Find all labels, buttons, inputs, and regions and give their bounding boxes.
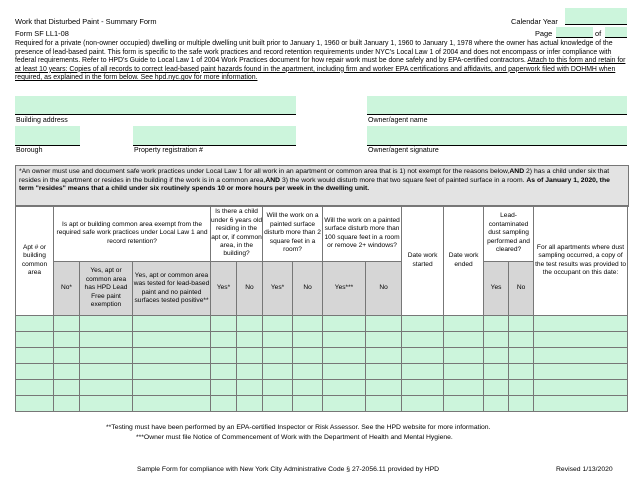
table-cell[interactable] [366,332,402,348]
table-cell[interactable] [54,364,80,380]
footer-revised: Revised 1/13/2020 [556,466,613,473]
calendar-year-field[interactable] [565,8,627,24]
owner-agent-name-line [367,114,627,115]
notice-text-2: 2) has a child under six that resides in the apartment or resides in the building if the work is in a common area, [19,168,610,184]
table-cell[interactable] [444,316,484,332]
owner-agent-signature-line [367,145,627,146]
table-cell[interactable] [263,348,293,364]
work-summary-table [15,205,628,412]
table-cell[interactable] [444,348,484,364]
owner-agent-signature-field[interactable] [367,126,627,145]
table-cell[interactable] [16,348,54,364]
table-cell[interactable] [133,364,211,380]
table-cell[interactable] [402,364,444,380]
col-header-date-started: Date work started [402,206,444,316]
table-cell[interactable] [211,332,237,348]
table-cell[interactable] [80,316,133,332]
table-cell[interactable] [323,380,366,396]
subheader-exempt-no: No* [54,262,80,316]
table-cell[interactable] [237,348,263,364]
table-row [16,348,628,364]
owner-agent-name-field[interactable] [367,96,627,114]
subheader-dust-yes: Yes [484,262,509,316]
table-cell[interactable] [80,348,133,364]
form-title: Work that Disturbed Paint - Summary Form [15,17,157,26]
notice-and-2: AND [265,176,281,184]
property-registration-line [133,145,296,146]
of-label: of [595,29,602,38]
property-registration-label: Property registration # [134,147,203,154]
col-header-results-copy: For all apartments where dust sampling occurred, a copy of the test results was provided to the occupant on this date: [534,206,628,316]
table-cell[interactable] [16,364,54,380]
table-cell[interactable] [263,332,293,348]
notice-text-3: 3) the work would disturb more that two square feet of painted surface in a room. [280,176,525,184]
table-cell[interactable] [402,332,444,348]
table-cell[interactable] [323,348,366,364]
table-cell[interactable] [263,316,293,332]
table-cell[interactable] [509,396,534,412]
table-cell[interactable] [534,380,628,396]
col-header-disturb-100sqft: Will the work on a painted surface disturb more than 100 square feet in a room or remove 2+ windows? [323,206,402,262]
table-cell[interactable] [402,380,444,396]
notice-and-1: AND [509,168,525,175]
table-cell[interactable] [444,364,484,380]
table-cell[interactable] [366,348,402,364]
table-cell[interactable] [534,332,628,348]
table-cell[interactable] [402,316,444,332]
table-cell[interactable] [534,348,628,364]
table-cell[interactable] [509,364,534,380]
table-cell[interactable] [534,316,628,332]
table-cell[interactable] [293,396,323,412]
subheader-2sqft-no: No [293,262,323,316]
table-cell[interactable] [509,332,534,348]
table-cell[interactable] [237,380,263,396]
table-row [16,364,628,380]
table-cell[interactable] [444,380,484,396]
col-header-apt: Apt # or building common area [16,206,54,316]
table-cell[interactable] [402,348,444,364]
table-cell[interactable] [211,348,237,364]
borough-field[interactable] [15,126,80,145]
table-cell[interactable] [133,396,211,412]
table-cell[interactable] [323,396,366,412]
borough-line [15,145,80,146]
table-cell[interactable] [80,332,133,348]
table-cell[interactable] [484,332,509,348]
subheader-100sqft-yes: Yes*** [323,262,366,316]
table-row [16,380,628,396]
table-cell[interactable] [54,396,80,412]
table-cell[interactable] [484,364,509,380]
table-cell[interactable] [323,316,366,332]
owner-agent-name-label: Owner/agent name [368,117,428,124]
table-cell[interactable] [484,316,509,332]
table-cell[interactable] [211,364,237,380]
requirements-notice [15,165,629,207]
table-cell[interactable] [444,396,484,412]
calendar-year-underline [565,24,627,25]
subheader-100sqft-no: No [366,262,402,316]
table-cell[interactable] [54,348,80,364]
table-cell[interactable] [293,380,323,396]
owner-agent-signature-label: Owner/agent signature [368,147,439,154]
borough-label: Borough [16,147,43,154]
table-cell[interactable] [263,364,293,380]
footnote-notice-commencement: ***Owner must file Notice of Commencement of Work with the Department of Health and Mental Hygiene. [136,434,453,441]
table-cell[interactable] [366,364,402,380]
intro-paragraph [15,40,627,83]
table-cell[interactable] [54,332,80,348]
table-row [16,316,628,332]
table-cell[interactable] [54,380,80,396]
table-cell[interactable] [366,316,402,332]
table-cell[interactable] [484,396,509,412]
page-total-field[interactable] [605,27,627,38]
building-address-label: Building address [16,117,68,124]
table-cell[interactable] [80,396,133,412]
page-label: Page [535,29,553,38]
subheader-exempt-tested: Yes, apt or common area was tested for lead-based paint and no painted surfaces tested positive** [133,262,211,316]
table-row [16,332,628,348]
table-cell[interactable] [80,364,133,380]
table-cell[interactable] [444,332,484,348]
table-cell[interactable] [366,380,402,396]
footer-sample-form: Sample Form for compliance with New York City Administrative Code § 27-2056.11 provided by HPD [137,466,440,473]
form-id: Form SF LL1-08 [15,29,69,38]
subheader-exempt-lead-free: Yes, apt or common area has HPD Lead Free paint exemption [80,262,133,316]
table-cell[interactable] [534,396,628,412]
subheader-child-no: No [237,262,263,316]
table-cell[interactable] [366,396,402,412]
table-cell[interactable] [237,396,263,412]
table-cell[interactable] [16,316,54,332]
subheader-dust-no: No [509,262,534,316]
col-header-dust-sampling: Lead-contaminated dust sampling performed and cleared? [484,206,534,262]
table-cell[interactable] [133,316,211,332]
table-cell[interactable] [211,396,237,412]
col-header-exempt: Is apt or building common area exempt from the required safe work practices under Local Law 1 and record retention? [54,206,211,262]
table-cell[interactable] [323,364,366,380]
table-cell[interactable] [293,316,323,332]
building-address-line [15,114,296,115]
table-cell[interactable] [534,364,628,380]
intro-attach-text: Attach to this form and retain for at least 10 years: Copies of all records to correct lead-based paint hazards found in the apartment, including firm and worker EPA certifications and affidavits, and paperwork filed with DOHMH when required, as explained in the form below. See hpd.nyc.gov for more information. [15,57,626,82]
notice-text-1: *An owner must use and document safe work practices under Local Law 1 for all work in an apartment or common area that is 1) not exempt for the reasons below, [19,168,510,175]
table-cell[interactable] [54,316,80,332]
footnote-testing: **Testing must have been performed by an EPA-certified Inspector or Risk Assessor. See the HPD website for more information. [106,424,491,431]
col-header-child: Is there a child under 6 years old residing in the apt or, if common area, in the building? [211,206,263,262]
table-cell[interactable] [293,348,323,364]
table-cell[interactable] [293,364,323,380]
table-cell[interactable] [509,380,534,396]
table-cell[interactable] [263,380,293,396]
table-cell[interactable] [484,380,509,396]
table-cell[interactable] [263,396,293,412]
property-registration-field[interactable] [133,126,296,145]
table-cell[interactable] [402,396,444,412]
table-cell[interactable] [237,316,263,332]
table-cell[interactable] [80,380,133,396]
table-cell[interactable] [484,348,509,364]
table-cell[interactable] [323,332,366,348]
table-cell[interactable] [16,332,54,348]
table-cell[interactable] [211,316,237,332]
table-cell[interactable] [509,348,534,364]
table-cell[interactable] [16,380,54,396]
table-cell[interactable] [16,396,54,412]
subheader-2sqft-yes: Yes* [263,262,293,316]
calendar-year-label: Calendar Year [511,17,558,26]
table-cell[interactable] [509,316,534,332]
table-cell[interactable] [237,332,263,348]
table-cell[interactable] [133,332,211,348]
table-row [16,396,628,412]
building-address-field[interactable] [15,96,296,114]
table-cell[interactable] [133,380,211,396]
table-cell[interactable] [211,380,237,396]
page-number-field[interactable] [556,27,593,38]
notice-resides-definition: As of January 1, 2020, the term "resides" means that a child under six routinely spends 10 or more hours per week in the dwelling unit. [19,176,610,193]
subheader-child-yes: Yes* [211,262,237,316]
table-cell[interactable] [237,364,263,380]
table-cell[interactable] [133,348,211,364]
col-header-disturb-2sqft: Will the work on a painted surface disturb more than 2 square feet in a room? [263,206,323,262]
table-cell[interactable] [293,332,323,348]
intro-text: Required for a private (non-owner occupied) dwelling or multiple dwelling unit built prior to January 1, 1960 or built January 1, 1960 to January 1, 1978 where the owner has actual knowledge of the presence of lead-based paint. This form is specific to the safe work practices and record retention requirements under NYC's Local Law 1 of 2004 and does not encompass or infer compliance with federal requirements. Refer to HPD's Guide to Local Law 1 of 2004 Work Practices document for how repair work must be done safely and by EPA-certified contractors. [15,40,613,65]
col-header-date-ended: Date work ended [444,206,484,316]
